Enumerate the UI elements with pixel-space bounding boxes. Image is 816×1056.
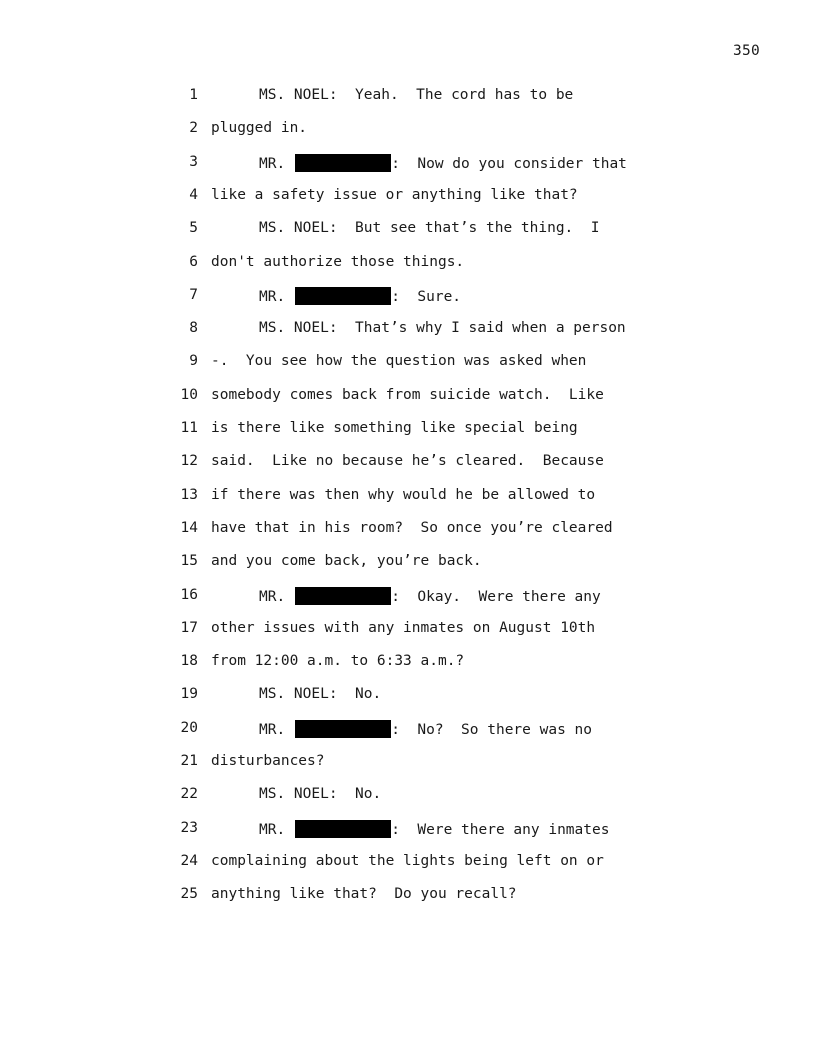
spoken-text: from 12:00 a.m. to 6:33 a.m.? bbox=[211, 653, 465, 670]
line-number: 20 bbox=[180, 719, 198, 736]
transcript-line bbox=[0, 420, 816, 453]
transcript-line bbox=[0, 620, 816, 653]
redaction-box bbox=[295, 154, 391, 172]
line-text bbox=[259, 686, 381, 702]
speaker-label: MS. NOEL: bbox=[259, 87, 338, 103]
transcript-line bbox=[0, 187, 816, 220]
line-number: 11 bbox=[180, 420, 198, 436]
spoken-text: said. Like no because he’s cleared. Because bbox=[211, 453, 604, 470]
transcript-line bbox=[0, 587, 816, 620]
speaker-label: MR. bbox=[259, 155, 286, 172]
spoken-text: somebody comes back from suicide watch. Like bbox=[211, 386, 604, 403]
line-text bbox=[211, 653, 464, 669]
transcript-line bbox=[0, 820, 816, 853]
transcript-line bbox=[0, 353, 816, 386]
line-number: 2 bbox=[189, 120, 198, 137]
line-text bbox=[211, 553, 482, 569]
transcript-line bbox=[0, 553, 816, 586]
spoken-text: Yeah. The cord has to be bbox=[337, 87, 574, 103]
spoken-text: That’s why I said when a person bbox=[337, 320, 626, 337]
speaker-label: MS. NOEL: bbox=[259, 220, 338, 237]
transcript-line bbox=[0, 154, 816, 187]
line-text bbox=[259, 220, 599, 236]
transcript-line bbox=[0, 287, 816, 320]
line-number: 7 bbox=[189, 286, 198, 303]
line-text bbox=[211, 453, 604, 469]
redaction-box bbox=[295, 287, 391, 305]
transcript-line bbox=[0, 87, 816, 120]
spoken-text: is there like something like special being bbox=[211, 420, 578, 436]
line-text bbox=[259, 154, 627, 172]
transcript-line bbox=[0, 886, 816, 919]
line-number: 8 bbox=[189, 320, 198, 337]
transcript-line bbox=[0, 320, 816, 353]
line-number: 10 bbox=[180, 386, 198, 403]
line-text bbox=[211, 420, 578, 436]
line-text bbox=[259, 786, 381, 802]
line-text bbox=[211, 254, 464, 270]
line-number: 12 bbox=[180, 453, 198, 470]
line-text bbox=[211, 620, 595, 636]
transcript-line bbox=[0, 120, 816, 153]
line-text bbox=[211, 487, 595, 503]
transcript-line bbox=[0, 387, 816, 420]
spoken-text: : Okay. Were there any bbox=[391, 588, 601, 605]
spoken-text: -. You see how the question was asked when bbox=[211, 353, 587, 370]
transcript-line bbox=[0, 520, 816, 553]
spoken-text: But see that’s the thing. I bbox=[337, 220, 600, 237]
spoken-text: No. bbox=[337, 786, 382, 803]
line-text bbox=[211, 387, 604, 403]
spoken-text: plugged in. bbox=[211, 120, 308, 137]
line-number: 4 bbox=[189, 186, 198, 203]
transcript-line bbox=[0, 487, 816, 520]
line-number: 9 bbox=[189, 353, 198, 370]
line-text bbox=[259, 587, 601, 605]
line-number: 17 bbox=[180, 619, 198, 636]
line-number: 25 bbox=[180, 886, 198, 903]
line-number: 22 bbox=[180, 786, 198, 803]
speaker-label: MR. bbox=[259, 821, 286, 838]
line-number: 15 bbox=[180, 553, 198, 570]
spoken-text: complaining about the lights being left on or bbox=[211, 852, 604, 869]
speaker-label: MS. NOEL: bbox=[259, 320, 338, 337]
line-text bbox=[211, 353, 586, 369]
line-text bbox=[211, 886, 517, 902]
line-number: 24 bbox=[180, 852, 198, 869]
speaker-label: MR. bbox=[259, 721, 286, 738]
speaker-label: MR. bbox=[259, 288, 286, 305]
line-number: 1 bbox=[189, 87, 198, 103]
transcript-line bbox=[0, 220, 816, 253]
speaker-label: MS. NOEL: bbox=[259, 786, 338, 803]
line-number: 23 bbox=[180, 819, 198, 836]
line-number: 13 bbox=[180, 486, 198, 503]
spoken-text: have that in his room? So once you’re cleared bbox=[211, 519, 613, 536]
line-text bbox=[259, 320, 626, 336]
redaction-box bbox=[295, 820, 391, 838]
line-number: 21 bbox=[180, 753, 198, 769]
page-number: 350 bbox=[733, 43, 761, 59]
line-text bbox=[211, 120, 307, 136]
spoken-text: No. bbox=[337, 686, 382, 703]
spoken-text: : Were there any inmates bbox=[391, 821, 610, 838]
speaker-label: MR. bbox=[259, 588, 286, 605]
transcript-line bbox=[0, 254, 816, 287]
transcript-line bbox=[0, 853, 816, 886]
redaction-box bbox=[295, 587, 391, 605]
line-number: 6 bbox=[189, 253, 198, 270]
spoken-text: disturbances? bbox=[211, 753, 325, 769]
transcript-line bbox=[0, 653, 816, 686]
speaker-label: MS. NOEL: bbox=[259, 686, 338, 703]
spoken-text: other issues with any inmates on August 10th bbox=[211, 619, 596, 636]
line-number: 16 bbox=[180, 586, 198, 603]
spoken-text: anything like that? Do you recall? bbox=[211, 886, 517, 903]
spoken-text: : Sure. bbox=[391, 288, 462, 305]
spoken-text: don't authorize those things. bbox=[211, 253, 465, 270]
line-text bbox=[259, 87, 573, 103]
spoken-text: : No? So there was no bbox=[391, 721, 592, 738]
line-number: 19 bbox=[180, 686, 198, 703]
transcript-line bbox=[0, 686, 816, 719]
spoken-text: and you come back, you’re back. bbox=[211, 553, 482, 570]
line-text bbox=[211, 853, 604, 869]
line-text bbox=[259, 287, 461, 305]
line-text bbox=[259, 720, 592, 738]
line-text bbox=[211, 753, 325, 769]
line-number: 3 bbox=[189, 153, 198, 170]
line-number: 14 bbox=[180, 519, 198, 536]
transcript-line bbox=[0, 720, 816, 753]
line-number: 5 bbox=[189, 220, 198, 237]
line-number: 18 bbox=[180, 653, 198, 670]
spoken-text: if there was then why would he be allowed to bbox=[211, 486, 596, 503]
spoken-text: : Now do you consider that bbox=[391, 155, 627, 172]
transcript-line bbox=[0, 786, 816, 819]
transcript-line bbox=[0, 453, 816, 486]
line-text bbox=[211, 520, 613, 536]
transcript-line bbox=[0, 753, 816, 786]
spoken-text: like a safety issue or anything like that? bbox=[211, 186, 578, 203]
line-text bbox=[259, 820, 609, 838]
redaction-box bbox=[295, 720, 391, 738]
line-text bbox=[211, 187, 578, 203]
